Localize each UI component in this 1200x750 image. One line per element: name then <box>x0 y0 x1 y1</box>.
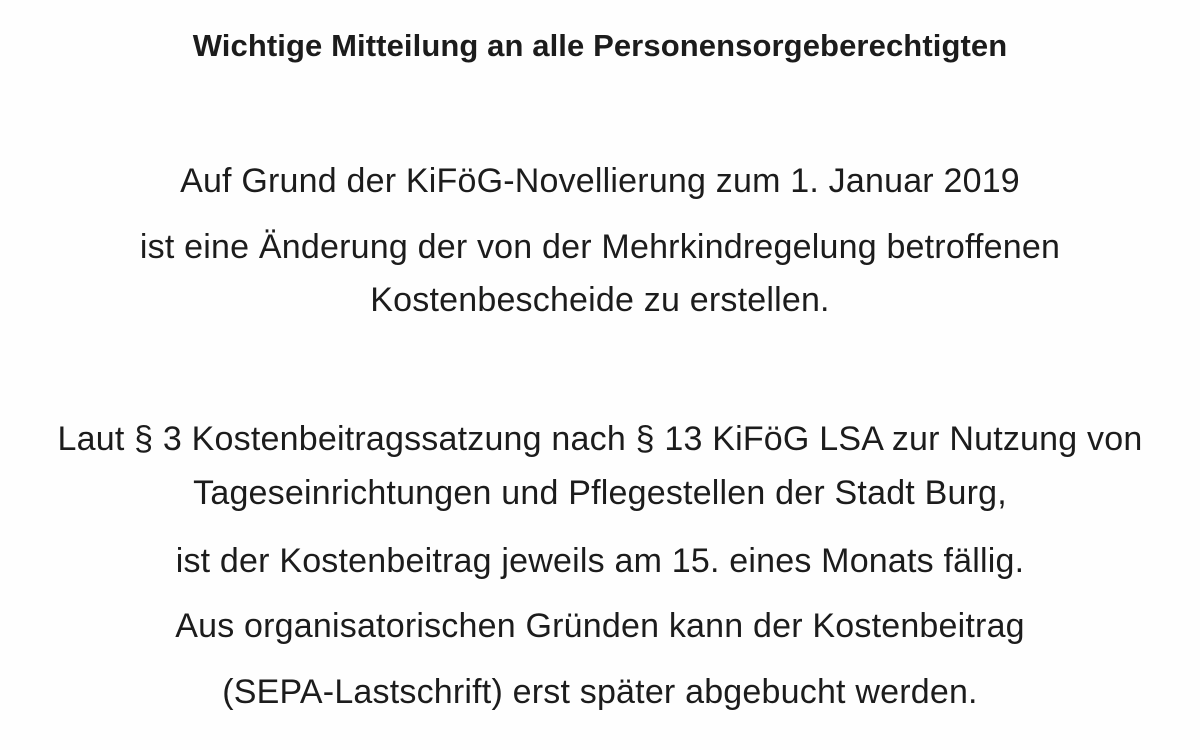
notice-title: Wichtige Mitteilung an alle Personensorgeberechtigten <box>192 28 1008 63</box>
paragraph-2-line-4: Aus organisatorischen Gründen kann der Kostenbeitrag <box>175 607 1025 645</box>
paragraph-2-line-2: Tageseinrichtungen und Pflegestellen der Stadt Burg, <box>193 474 1007 512</box>
paragraph-2-line-5: (SEPA-Lastschrift) erst später abgebucht werden. <box>222 673 978 711</box>
paragraph-1-line-2: ist eine Änderung der von der Mehrkindregelung betroffenen <box>139 228 1061 266</box>
paragraph-1-line-3: Kostenbescheide zu erstellen. <box>370 281 830 319</box>
paragraph-1-line-1: Auf Grund der KiFöG-Novellierung zum 1. Januar 2019 <box>180 162 1020 200</box>
paragraph-2-line-3: ist der Kostenbeitrag jeweils am 15. eines Monats fällig. <box>175 542 1025 580</box>
paragraph-2-line-1: Laut § 3 Kostenbeitragssatzung nach § 13 KiFöG LSA zur Nutzung von <box>57 420 1143 458</box>
